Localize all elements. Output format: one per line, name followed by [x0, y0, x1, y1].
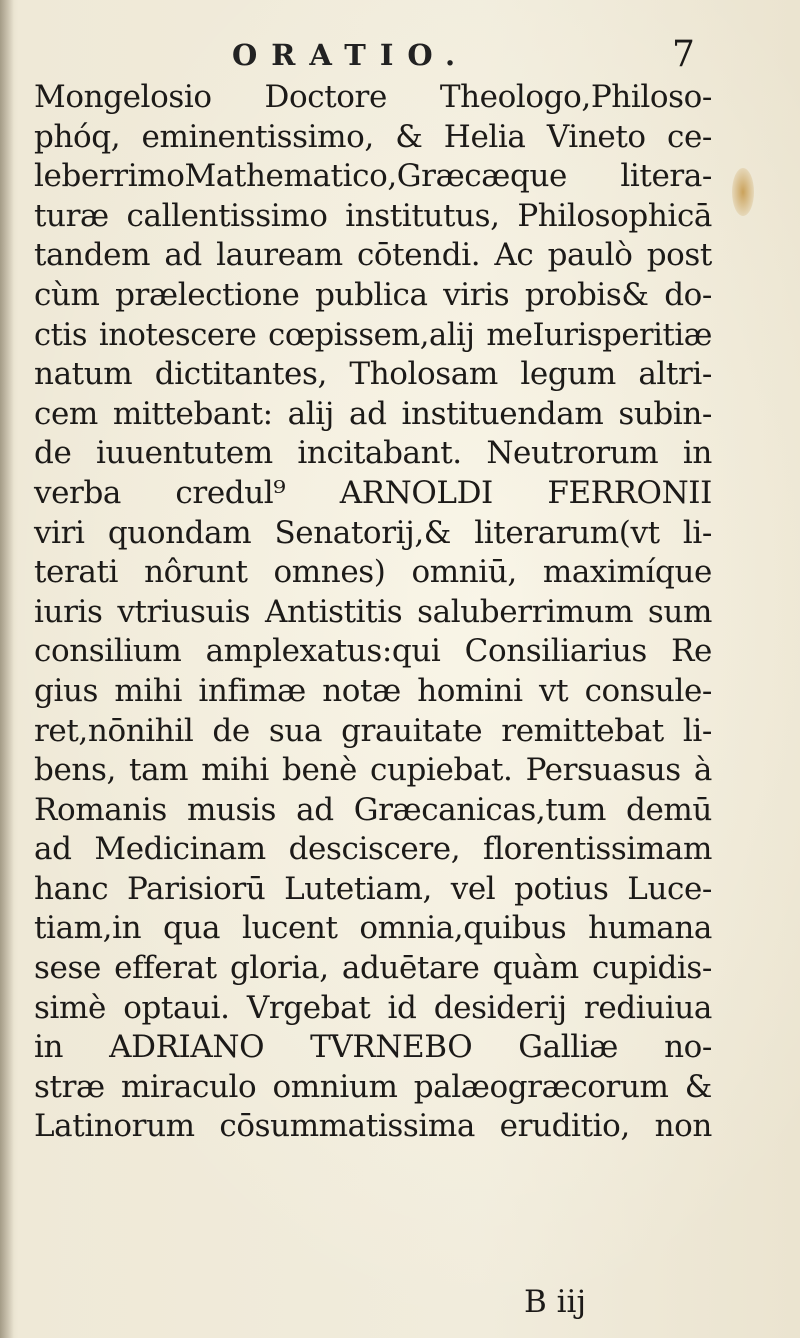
text-line: Mongelosio Doctore Theologo,Philoso- [34, 79, 712, 115]
text-line: de iuuentutem incitabant. Neutrorum in [34, 435, 712, 472]
body-text [34, 78, 712, 1147]
text-line: ad Medicinam desciscere, florentissimam [34, 831, 712, 868]
signature-mark: B iij [524, 1284, 587, 1320]
text-line: hanc Parisiorū Lutetiam, vel potius Luce- [34, 870, 712, 907]
text-line: turæ callentissimo institutus, Philosophicā [34, 197, 712, 234]
text-line: tandem ad lauream cōtendi. Ac paulò post [34, 237, 712, 274]
text-line: leberrimoMathematico,Græcæque litera- [34, 158, 712, 195]
text-line: natum dictitantes, Tholosam legum altri- [34, 356, 712, 393]
text-line: iuris vtriusuis Antistitis saluberrimum sum [34, 593, 712, 630]
text-line: viri quondam Senatorij,& literarum(vt li- [34, 514, 712, 551]
text-line: cem mittebant: alij ad instituendam subin- [34, 395, 712, 432]
text-line: in ADRIANO TVRNEBO Galliæ no- [34, 1029, 712, 1066]
text-line: Latinorum cōsummatissima eruditio, non [34, 1108, 712, 1145]
text-line: tiam,in qua lucent omnia,quibus humana [34, 910, 712, 947]
text-line: ctis inotescere cœpissem,alij meIurisperitiæ [34, 317, 712, 353]
paper-stain [732, 168, 754, 216]
text-line: sese efferat gloria, aduētare quàm cupidis- [34, 950, 712, 987]
text-line: Romanis musis ad Græcanicas,tum demū [34, 791, 712, 828]
running-head: ORATIO. [232, 38, 470, 72]
text-line: bens, tam mihi benè cupiebat. Persuasus à [34, 752, 712, 789]
text-line: ret,nōnihil de sua grauitate remittebat li- [34, 712, 712, 749]
text-line: consilium amplexatus:qui Consiliarius Re [34, 633, 712, 670]
page-number: 7 [672, 34, 695, 75]
text-line: stræ miraculo omnium palæogræcorum & [34, 1068, 712, 1105]
text-line: gius mihi infimæ notæ homini vt consule- [34, 672, 712, 709]
text-line: simè optaui. Vrgebat id desiderij rediuiua [34, 989, 712, 1026]
page-header [0, 34, 800, 84]
text-line: terati nôrunt omnes) omniū, maximíque [34, 554, 712, 591]
text-line: phóq, eminentissimo, & Helia Vineto ce- [34, 118, 712, 155]
text-line: verba credul⁹ ARNOLDI FERRONII [34, 474, 712, 511]
gutter-shadow [0, 0, 14, 1338]
text-line: cùm prælectione publica viris probis& do- [34, 276, 712, 313]
